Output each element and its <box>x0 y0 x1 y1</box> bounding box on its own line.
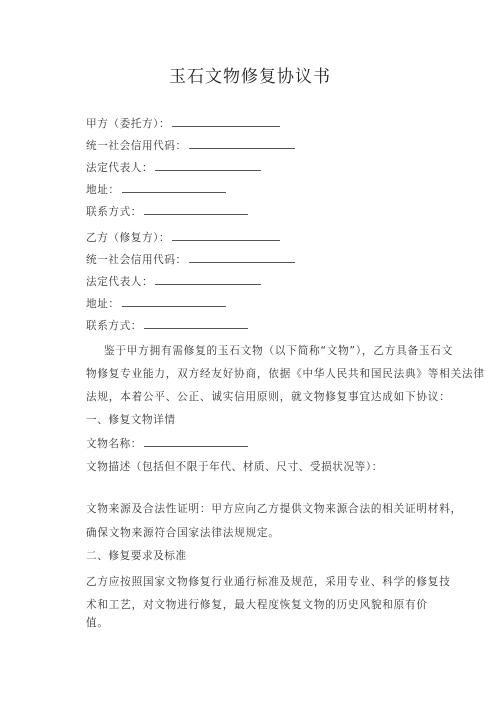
intro-line-2: 物修复专业能力，双方经友好协商，依据《中华人民共和国民法典》等相关法律 <box>86 368 485 380</box>
section-2-line-1: 乙方应按照国家文物修复行业通行标准及规范，采用专业、科学的修复技 <box>86 576 451 588</box>
party-a-contact-label: 联系方式： <box>86 206 142 218</box>
party-b-legal-rep-blank[interactable] <box>155 274 261 285</box>
party-b-legal-rep-label: 法定代表人： <box>86 276 154 288</box>
party-b-address-blank[interactable] <box>122 296 226 307</box>
document-title: 玉石文物修复协议书 <box>169 67 331 87</box>
party-b-contact-label: 联系方式： <box>86 320 142 332</box>
section-2-line-2: 术和工艺，对文物进行修复，最大程度恢复文物的历史风貌和原有价 <box>86 599 428 611</box>
party-b-credit-code-field <box>86 252 295 267</box>
intro-line-1: 鉴于甲方拥有需修复的玉石文物（以下简称“文物”），乙方具备玉石文 <box>104 345 454 357</box>
party-b-name-blank[interactable] <box>172 230 280 241</box>
party-a-address-blank[interactable] <box>122 182 226 193</box>
intro-line-3: 法规，本着公平、公正、诚实信用原则，就文物修复事宜达成如下协议： <box>86 391 451 403</box>
section-2-line-3: 值。 <box>86 617 109 629</box>
section-2-heading: 二、修复要求及标准 <box>86 550 187 562</box>
party-b-address-label: 地址： <box>86 298 120 310</box>
party-b-contact-blank[interactable] <box>144 318 248 329</box>
item-description-label: 文物描述（包括但不限于年代、材质、尺寸、受损状况等）： <box>86 461 383 473</box>
party-b-address-field <box>86 296 226 311</box>
party-a-address-label: 地址： <box>86 184 120 196</box>
party-a-name-field <box>86 116 280 131</box>
party-a-credit-code-blank[interactable] <box>189 138 295 149</box>
party-b-name-label: 乙方（修复方）： <box>86 232 171 244</box>
party-a-legal-rep-label: 法定代表人： <box>86 162 154 174</box>
party-b-legal-rep-field <box>86 274 261 289</box>
item-name-blank[interactable] <box>144 436 248 447</box>
provenance-line-2: 确保文物来源符合国家法律法规规定。 <box>86 527 280 539</box>
party-b-name-field <box>86 230 280 245</box>
party-a-credit-code-field <box>86 138 295 153</box>
provenance-line-1: 文物来源及合法性证明：甲方应向乙方提供文物来源合法的相关证明材料， <box>86 503 462 515</box>
party-a-name-blank[interactable] <box>172 116 280 127</box>
section-1-heading: 一、修复文物详情 <box>86 414 176 426</box>
item-name-field <box>86 436 248 451</box>
party-a-legal-rep-field <box>86 160 261 175</box>
party-a-address-field <box>86 182 226 197</box>
party-a-credit-code-label: 统一社会信用代码： <box>86 140 187 152</box>
party-a-contact-field <box>86 204 248 219</box>
party-b-contact-field <box>86 318 248 333</box>
party-a-contact-blank[interactable] <box>144 204 248 215</box>
party-a-name-label: 甲方（委托方）： <box>86 118 171 130</box>
item-name-label: 文物名称： <box>86 438 142 450</box>
party-b-credit-code-label: 统一社会信用代码： <box>86 254 187 266</box>
party-a-legal-rep-blank[interactable] <box>155 160 261 171</box>
party-b-credit-code-blank[interactable] <box>189 252 295 263</box>
